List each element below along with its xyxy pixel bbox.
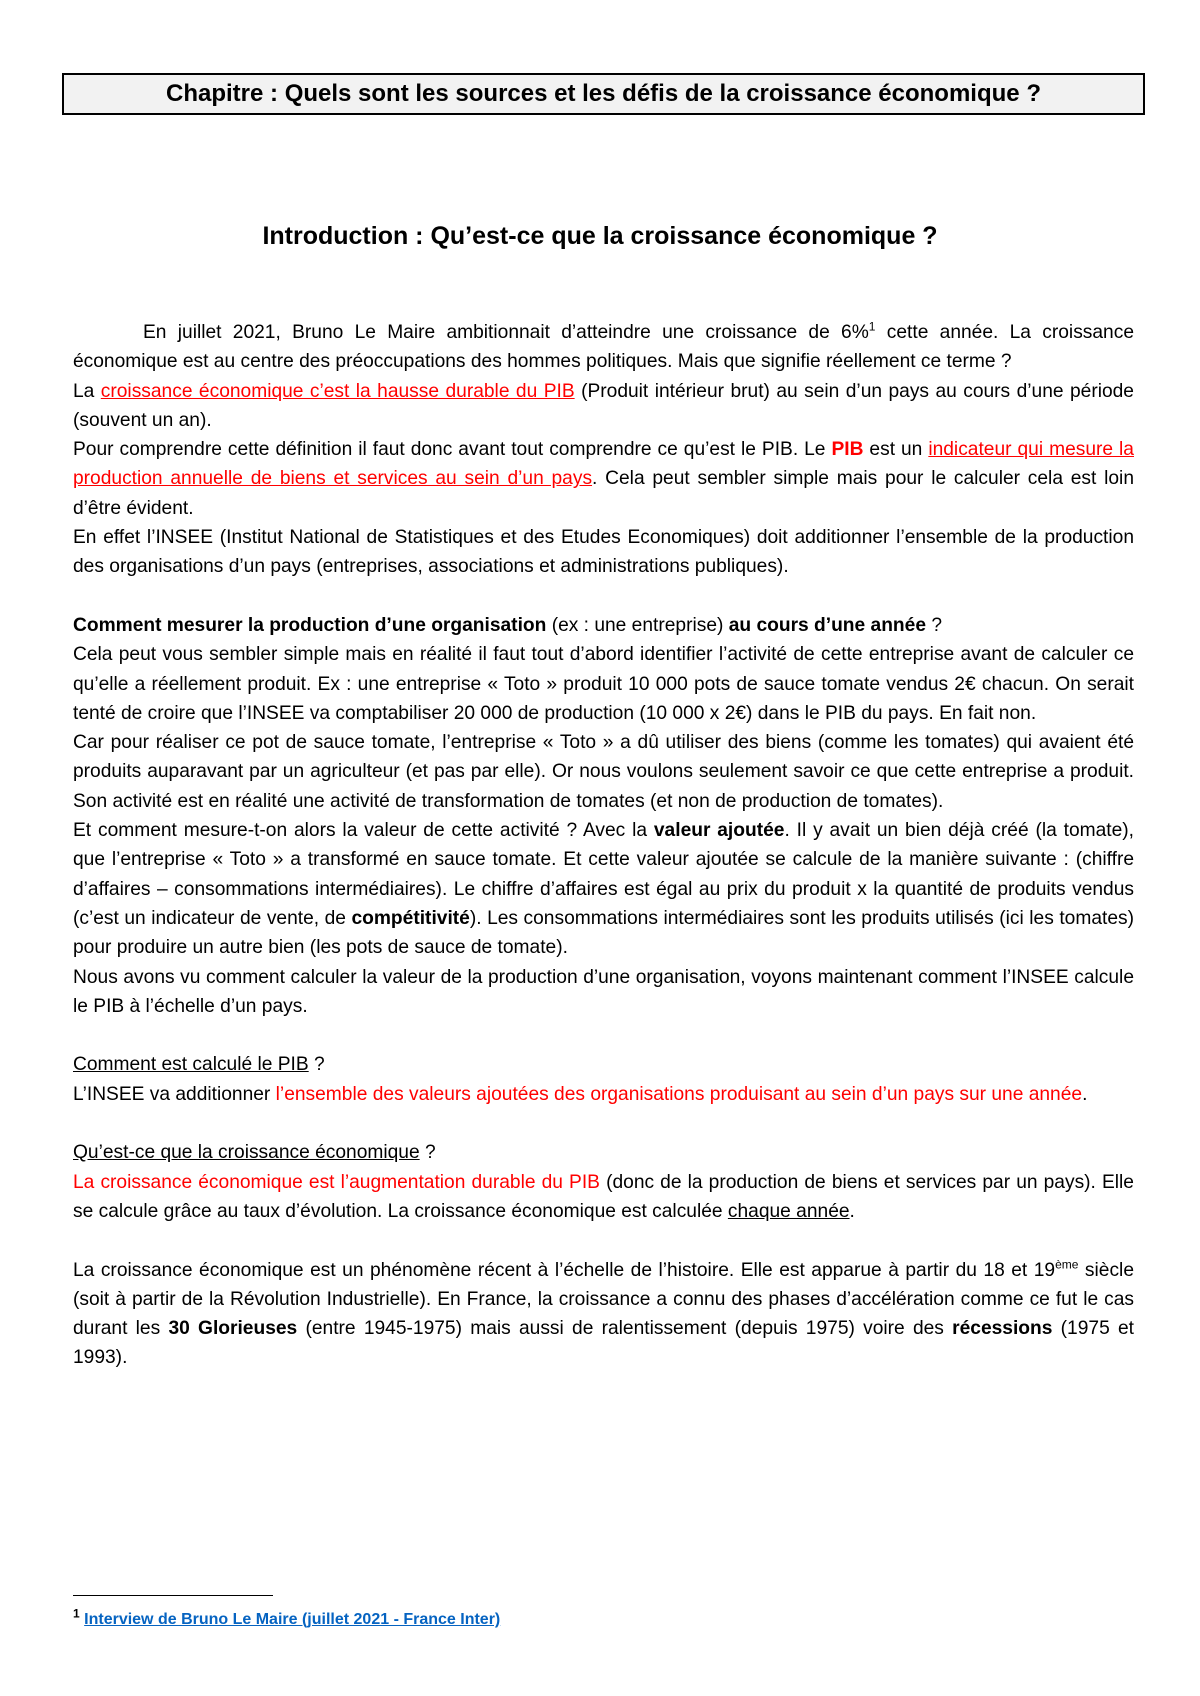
- paragraph-pib-calculation: L’INSEE va additionner l’ensemble des valeurs ajoutées des organisations produisant au sein d’un pays sur une année.: [73, 1083, 1088, 1105]
- paragraph-example: Cela peut vous sembler simple mais en réalité il faut tout d’abord identifier l’activité de cette entreprise avant de calculer ce qu’elle a réellement produit. Ex : une entreprise « Toto » produit 10 000 pots de sauce tomate vendus 2€ chacun. On serait tenté de croire que l’INSEE va comptabiliser 20 000 de production (10 000 x 2€) dans le PIB du pays. En fait non.: [73, 644, 1134, 724]
- chapter-title: Chapitre : Quels sont les sources et les défis de la croissance économique ?: [62, 73, 1145, 115]
- highlight-pib: PIB: [831, 439, 864, 461]
- introduction-title: Introduction : Qu’est-ce que la croissance économique ?: [262, 222, 938, 250]
- paragraph-intro: En juillet 2021, Bruno Le Maire ambitionnait d’atteindre une croissance de 6%$^1$ cette année. La croissance économique est au centre des préoccupations des hommes politiques. Mais que signifie réellement ce terme ?: [73, 319, 1134, 373]
- paragraph-definition: La croissance économique c’est la hausse durable du PIB (Produit intérieur brut) au sein d’un pays au cours d’une période (souvent un an).: [73, 380, 1134, 431]
- footnote-separator: [73, 1595, 273, 1596]
- footnote: $^1$ Interview de Bruno Le Maire (juillet 2021 - France Inter): [73, 1606, 501, 1628]
- question-measure-production: Comment mesurer la production d’une organisation (ex : une entreprise) au cours d’une année ?: [73, 614, 943, 636]
- question-pib-calculation: Comment est calculé le PIB ?: [73, 1054, 325, 1076]
- document-body: [73, 318, 1134, 1373]
- footnote-ref[interactable]: 1: [868, 319, 876, 334]
- paragraph-value-added: Et comment mesure-t-on alors la valeur de cette activité ? Avec la valeur ajoutée. Il y avait un bien déjà créé (la tomate), que l’entreprise « Toto » a transformé en sauce tomate. Et cette valeur ajoutée se calcule de la manière suivante : (chiffre d’affaires – consommations intermédiaires). Le chiffre d’affaires est égal au prix du produit x la quantité de produits vendus (c’est un indicateur de vente, de compétitivité). Les consommations intermédiaires sont les produits utilisés (ici les tomates) pour produire un autre bien (les pots de sauce de tomate).: [73, 820, 1135, 959]
- paragraph-insee: En effet l’INSEE (Institut National de Statistiques et des Etudes Economiques) doit additionner l’ensemble de la production des organisations d’un pays (entreprises, associations et administrations publiques).: [73, 527, 1134, 578]
- footnote-link[interactable]: Interview de Bruno Le Maire (juillet 2021 - France Inter): [84, 1611, 501, 1628]
- paragraph-history: La croissance économique est un phénomène récent à l’échelle de l’histoire. Elle est apparue à partir du 18 et 19ème siècle (soit à partir de la Révolution Industrielle). En France, la croissance a connu des phases d’accélération comme ce fut le cas durant les 30 Glorieuses (entre 1945-1975) mais aussi de ralentissement (depuis 1975) voire des récessions (1975 et 1993).: [73, 1257, 1134, 1369]
- paragraph-transformation: Car pour réaliser ce pot de sauce tomate, l’entreprise « Toto » a dû utiliser des biens (comme les tomates) qui avaient été produits auparavant par un agriculteur (et pas par elle). Or nous voulons seulement savoir ce que cette entreprise a produit. Son activité est en réalité une activité de transformation de tomates (et non de production de tomates).: [73, 732, 1134, 812]
- highlight-indicator: indicateur qui mesure la production annuelle de biens et services au sein d’un pays: [73, 439, 1134, 490]
- highlight-growth: La croissance économique est l’augmentation durable du PIB: [73, 1171, 600, 1193]
- paragraph-transition: Nous avons vu comment calculer la valeur de la production d’une organisation, voyons maintenant comment l’INSEE calcule le PIB à l’échelle d’un pays.: [73, 966, 1134, 1017]
- question-growth: Qu’est-ce que la croissance économique ?: [73, 1142, 436, 1164]
- paragraph-growth-definition: La croissance économique est l’augmentation durable du PIB (donc de la production de biens et services par un pays). Elle se calcule grâce au taux d’évolution. La croissance économique est calculée chaque année.: [73, 1171, 1134, 1222]
- paragraph-pib: Pour comprendre cette définition il faut donc avant tout comprendre ce qu’est le PIB. Le PIB est un indicateur qui mesure la production annuelle de biens et services au sein d’un pays. Cela peut sembler simple mais pour le calculer cela est loin d’être évident.: [73, 439, 1134, 519]
- highlight-definition: croissance économique c’est la hausse durable du PIB: [100, 380, 575, 402]
- highlight-value-added-sum: l’ensemble des valeurs ajoutées des organisations produisant au sein d’un pays sur une année: [275, 1083, 1083, 1105]
